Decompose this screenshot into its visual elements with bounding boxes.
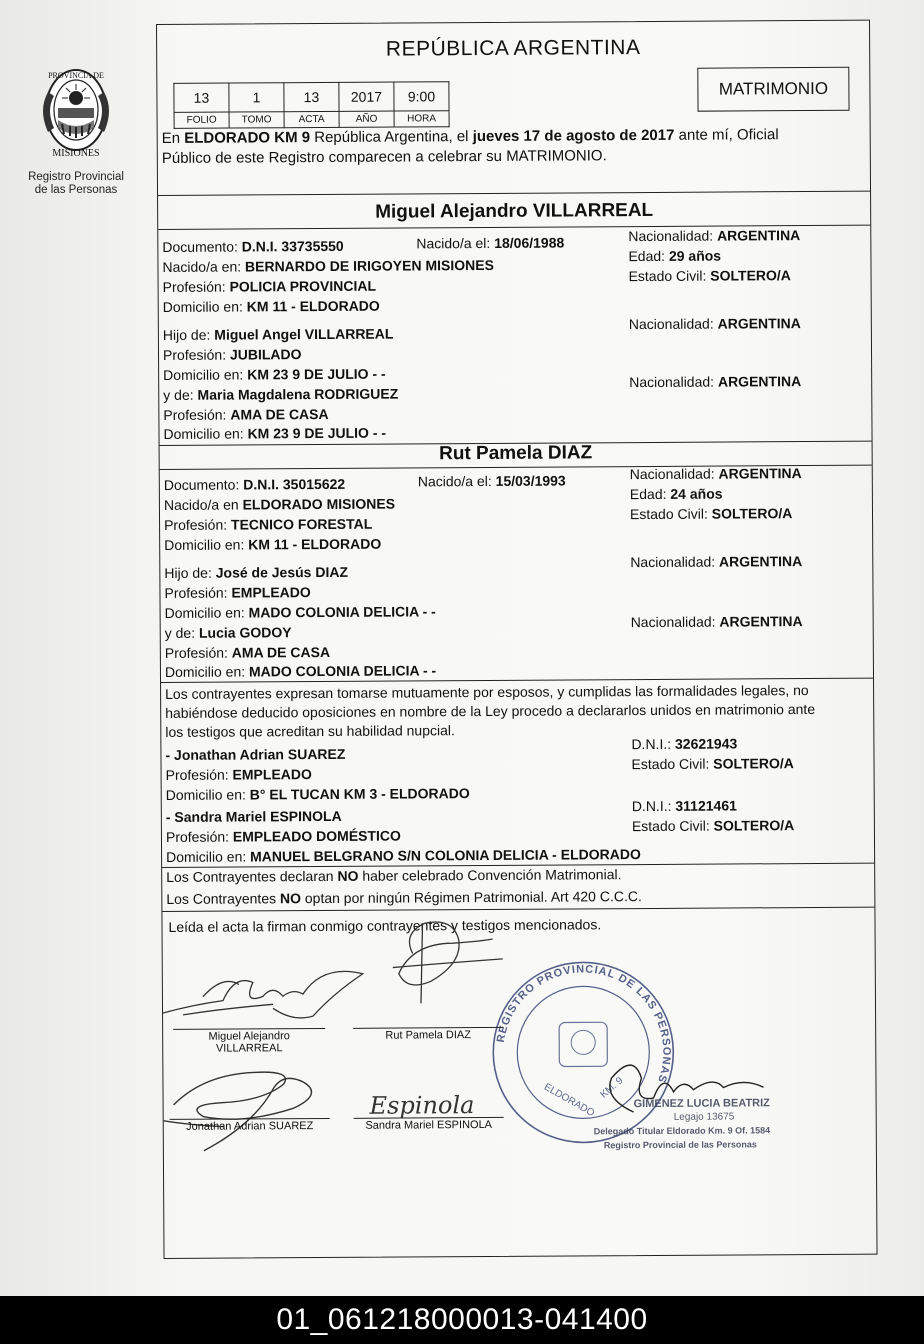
divider <box>158 191 870 196</box>
intro-place: ELDORADO KM 9 <box>184 129 311 147</box>
spouse2-father-nationality: Nacionalidad: ARGENTINA <box>630 553 803 571</box>
spouse1-father-address: Domicilio en: KM 23 9 DE JULIO - - <box>163 365 386 383</box>
svg-text:KM. 9: KM. 9 <box>598 1075 626 1101</box>
footer-code: 01_061218000013-041400 <box>0 1296 924 1344</box>
spouse2-mother: y de: Lucia GODOY <box>164 624 292 641</box>
spouse1-born-place: Nacido/a en: BERNARDO DE IRIGOYEN MISIONES <box>162 256 494 275</box>
hora-value: 9:00 <box>394 82 449 111</box>
certificate-frame <box>156 20 878 1259</box>
intro-text <box>162 125 866 169</box>
closing-text: Leída el acta la firman conmigo contrayentes y testigos mencionados. <box>168 916 602 935</box>
hora-label: HORA <box>394 111 449 127</box>
declaration-line: los testigos que acreditan su habilidad nupcial. <box>165 722 455 740</box>
signature-jonathan <box>162 1072 311 1151</box>
misiones-seal-icon <box>28 62 124 160</box>
spouse2-father: Hijo de: José de Jesús DIAZ <box>164 563 349 581</box>
folio-value: 13 <box>174 83 229 112</box>
act-type-box: MATRIMONIO <box>697 67 849 112</box>
witness1-address: Domicilio en: B° EL TUCAN KM 3 - ELDORADO <box>165 785 470 803</box>
svg-text:ELDORADO: ELDORADO <box>542 1081 597 1120</box>
intro-part: En <box>161 129 185 147</box>
convention-line1: Los Contrayentes declaran NO haber celebrado Convención Matrimonial. <box>166 866 622 885</box>
spouse1-born-date: Nacido/a el: 18/06/1988 <box>416 234 565 252</box>
spouse2-profession: Profesión: TECNICO FORESTAL <box>164 515 373 533</box>
spouse1-mother-profession: Profesión: AMA DE CASA <box>163 405 329 423</box>
signature-label-sandra: Sandra Mariel ESPINOLA <box>365 1118 493 1132</box>
spouse2-address: Domicilio en: KM 11 - ELDORADO <box>164 535 382 553</box>
signature-sandra: Espinola <box>369 1091 475 1120</box>
folio-label: FOLIO <box>174 112 229 128</box>
witness2-name: - Sandra Mariel ESPINOLA <box>165 807 342 825</box>
witness1-profession: Profesión: EMPLEADO <box>165 766 312 783</box>
intro-part: Público de este Registro comparecen a celebrar su MATRIMONIO. <box>161 147 607 167</box>
convention-line2: Los Contrayentes NO optan por ningún Régimen Patrimonial. Art 420 C.C.C. <box>166 888 642 907</box>
spouse2-mother-address: Domicilio en: MADO COLONIA DELICIA - - <box>164 662 437 680</box>
svg-text:Legajo 13675: Legajo 13675 <box>673 1111 735 1123</box>
spouse1-address: Domicilio en: KM 11 - ELDORADO <box>162 297 380 315</box>
spouse1-nationality: Nacionalidad: ARGENTINA <box>628 227 801 245</box>
signature-rut <box>392 922 502 1004</box>
signatures-drawing <box>162 901 876 1225</box>
spouse1-mother-address: Domicilio en: KM 23 9 DE JULIO - - <box>163 424 387 442</box>
svg-text:Delegado Titular Eldorado Km.: Delegado Titular Eldorado Km. 9 Of. 1584 <box>593 1125 771 1137</box>
anio-label: AÑO <box>339 111 394 127</box>
spouse2-father-profession: Profesión: EMPLEADO <box>164 584 311 601</box>
spouse2-mother-profession: Profesión: AMA DE CASA <box>164 643 331 661</box>
spouse1-profession: Profesión: POLICIA PROVINCIAL <box>162 277 377 295</box>
witness1-name: - Jonathan Adrian SUAREZ <box>165 745 346 763</box>
spouse1-mother: y de: Maria Magdalena RODRIGUEZ <box>163 385 399 403</box>
reference-table <box>173 81 449 129</box>
officer-stamp-text <box>594 1097 771 1150</box>
svg-text:REGISTRO PROVINCIAL DE LAS PER: REGISTRO PROVINCIAL DE LAS PERSONAS <box>494 963 673 1085</box>
declaration-line: Los contrayentes expresan tomarse mutuamente por esposos, y cumplidas las formalidades legales, no <box>165 682 809 702</box>
signature-label-jonathan: Jonathan Adrian SUAREZ <box>186 1120 314 1133</box>
spouse1-mother-nationality: Nacionalidad: ARGENTINA <box>629 373 802 391</box>
witness2-dni: D.N.I.: 31121461 <box>631 797 737 815</box>
tomo-value: 1 <box>229 83 284 112</box>
svg-text:Registro Provincial de las Per: Registro Provincial de las Personas <box>603 1139 757 1151</box>
spouse2-age: Edad: 24 años <box>629 485 723 503</box>
svg-text:PROVINCIA DE: PROVINCIA DE <box>48 71 104 80</box>
signature-label-miguel: Miguel Alejandro VILLARREAL <box>208 1030 290 1055</box>
spouse2-born-date: Nacido/a el: 15/03/1993 <box>417 472 566 490</box>
svg-text:MISIONES: MISIONES <box>52 148 100 159</box>
spouse2-nationality: Nacionalidad: ARGENTINA <box>629 465 802 483</box>
witness1-civil-status: Estado Civil: SOLTERO/A <box>631 755 794 773</box>
spouse2-document: Documento: D.N.I. 35015622 <box>163 475 346 493</box>
acta-value: 13 <box>284 82 339 111</box>
spouse1-document: Documento: D.N.I. 33735550 <box>162 237 344 255</box>
registry-logo <box>28 62 124 197</box>
witness2-address: Domicilio en: MANUEL BELGRANO S/N COLONIA DELICIA - ELDORADO <box>166 846 641 865</box>
spouse2-born-place: Nacido/a en ELDORADO MISIONES <box>163 495 396 513</box>
intro-part: República Argentina, el <box>310 128 473 147</box>
intro-date: jueves 17 de agosto de 2017 <box>472 126 675 146</box>
logo-caption <box>28 171 124 197</box>
spouse1-age: Edad: 29 años <box>628 247 722 265</box>
spouse1-father: Hijo de: Miguel Angel VILLARREAL <box>162 325 394 343</box>
registry-stamp <box>493 962 674 1143</box>
spouse2-mother-nationality: Nacionalidad: ARGENTINA <box>630 613 803 631</box>
signature-area <box>162 901 876 1225</box>
signature-miguel <box>163 971 363 1019</box>
country-title: REPÚBLICA ARGENTINA <box>385 36 641 61</box>
svg-text:GIMENEZ LUCIA BEATRIZ: GIMENEZ LUCIA BEATRIZ <box>633 1097 770 1111</box>
signature-label-rut: Rut Pamela DIAZ <box>385 1029 472 1042</box>
anio-value: 2017 <box>339 82 394 111</box>
declaration-line: habiéndose deducido oposiciones en nombre de la Ley procedo a declararlos unidos en matrimonio ante <box>165 700 816 721</box>
witness2-profession: Profesión: EMPLEADO DOMÉSTICO <box>165 827 401 845</box>
tomo-label: TOMO <box>229 112 284 128</box>
spouse2-civil-status: Estado Civil: SOLTERO/A <box>629 505 793 523</box>
intro-part: ante mí, Oficial <box>674 126 779 144</box>
logo-caption-line1: Registro Provincial <box>28 171 124 183</box>
spouse2-name: Rut Pamela DIAZ <box>439 442 593 465</box>
spouse2-father-address: Domicilio en: MADO COLONIA DELICIA - - <box>164 603 436 621</box>
spouse1-name: Miguel Alejandro VILLARREAL <box>375 199 654 223</box>
spouse1-father-profession: Profesión: JUBILADO <box>162 346 302 363</box>
spouse1-father-nationality: Nacionalidad: ARGENTINA <box>628 315 801 333</box>
witness1-dni: D.N.I.: 32621943 <box>631 735 738 753</box>
spouse1-civil-status: Estado Civil: SOLTERO/A <box>628 267 791 285</box>
witness2-civil-status: Estado Civil: SOLTERO/A <box>631 817 795 835</box>
declaration-text <box>165 681 875 742</box>
logo-caption-line2: de las Personas <box>34 184 118 196</box>
acta-label: ACTA <box>284 111 339 127</box>
